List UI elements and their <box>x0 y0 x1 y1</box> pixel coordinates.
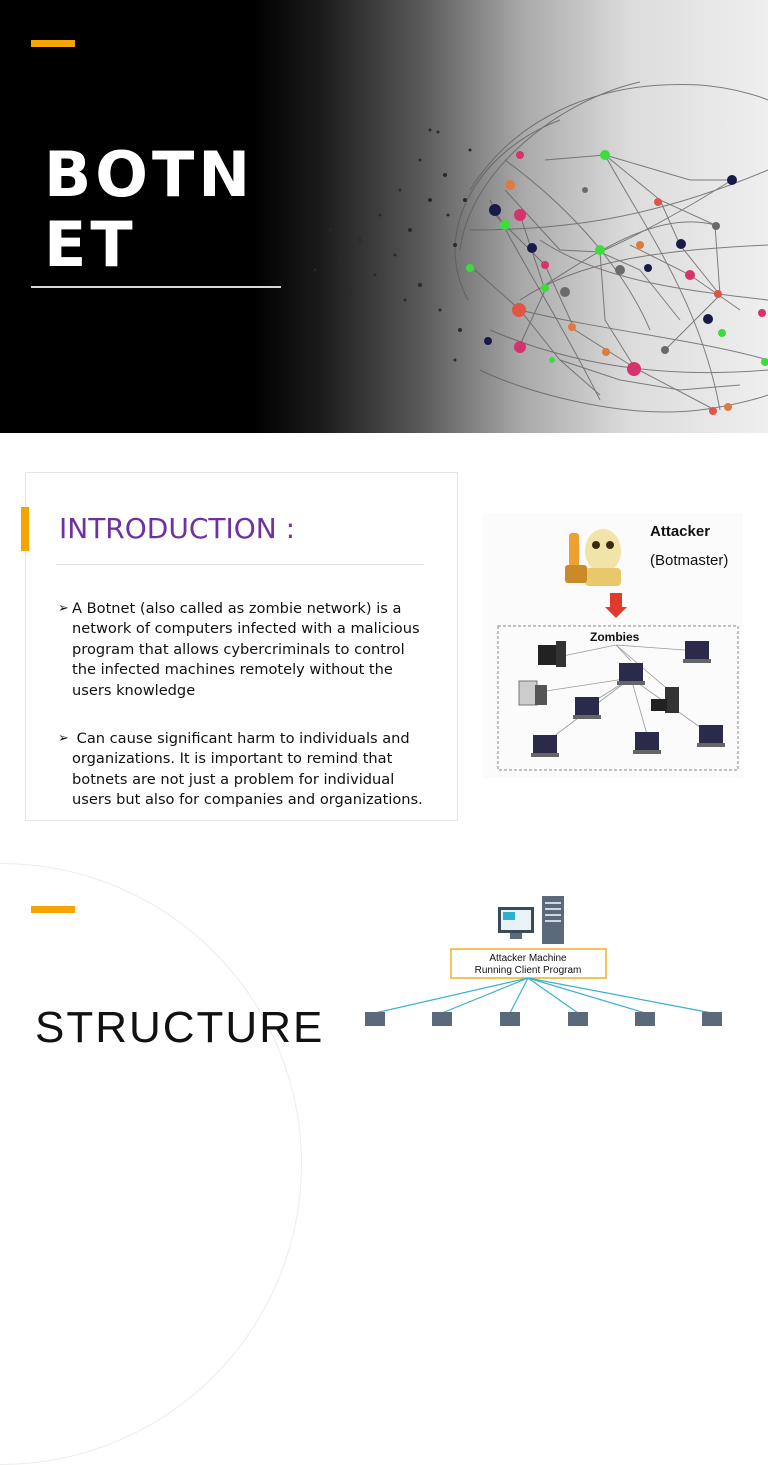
structure-heading: STRUCTURE <box>35 1003 325 1052</box>
bullet-item <box>58 599 428 701</box>
attacker-machine-line1: Attacker Machine <box>489 953 567 964</box>
botnet-diagram <box>483 513 743 778</box>
accent-bar <box>31 40 75 47</box>
accent-bar <box>31 906 75 913</box>
attacker-machine-line2: Running Client Program <box>474 965 582 976</box>
bullet-item <box>58 729 428 811</box>
title-divider <box>31 286 281 288</box>
structure-diagram <box>360 891 740 1024</box>
attacker-icon <box>565 529 621 586</box>
attacker-label: Attacker <box>650 523 711 540</box>
bot-server-icons <box>365 1012 722 1026</box>
arrow-bullet-icon: ➢ <box>58 731 69 746</box>
botmaster-label: (Botmaster) <box>650 552 729 569</box>
structure-slide <box>0 863 768 1052</box>
title-slide <box>0 0 768 433</box>
title-line-1: BOTN <box>44 138 255 211</box>
intro-heading: INTRODUCTION : <box>59 512 296 545</box>
accent-bar <box>21 507 29 551</box>
zombies-label: Zombies <box>590 630 640 644</box>
heading-divider <box>56 564 424 565</box>
bullet-text: A Botnet (also called as zombie network) is a network of computers infected with a malicious program that allows cybercriminals to control the infected machines remotely without the users knowledge <box>72 600 420 699</box>
attacker-machine-icon <box>498 896 564 944</box>
bullet-text: Can cause significant harm to individuals and organizations. It is important to remind that botnets are not just a problem for individual users but also for companies and organizations. <box>72 730 423 809</box>
decorative-arc <box>0 863 302 1465</box>
arrow-bullet-icon: ➢ <box>58 601 69 616</box>
title-line-2: ET <box>44 208 137 281</box>
introduction-slide <box>0 433 768 863</box>
slide-title <box>44 140 254 280</box>
